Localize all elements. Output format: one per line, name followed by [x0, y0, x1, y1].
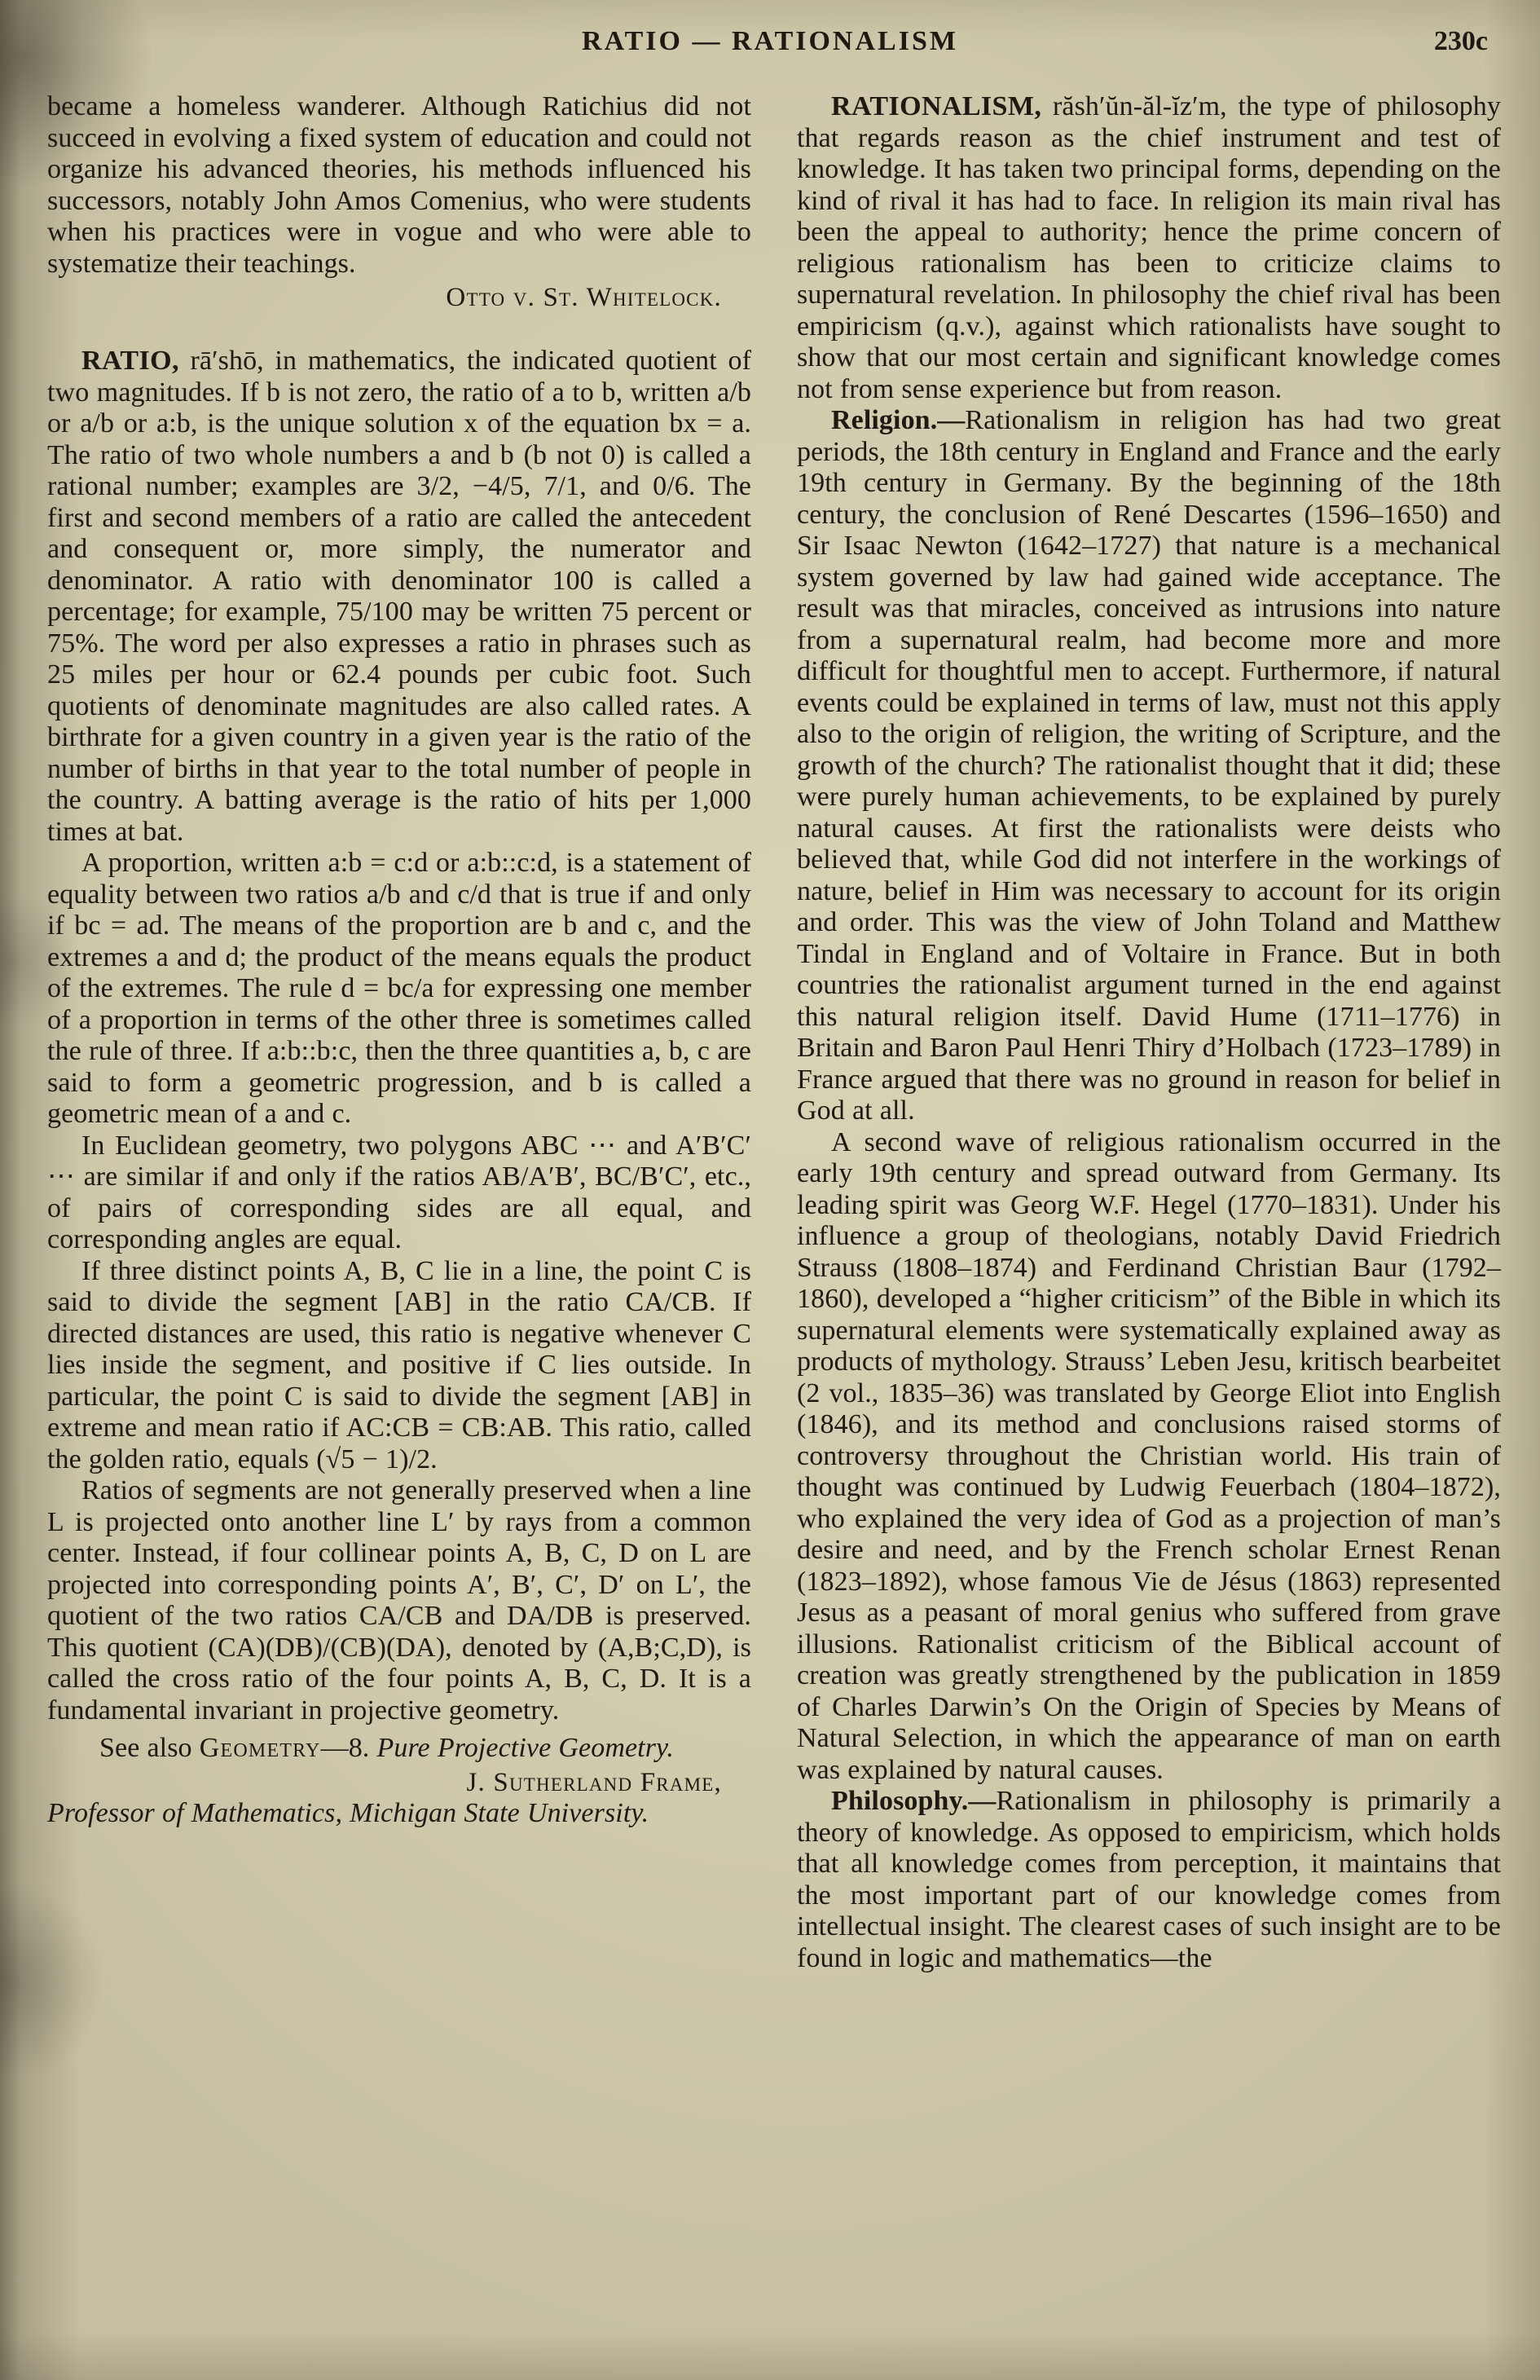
entry-ratio-text: rā′shō, in mathematics, the indicated quotient of two magnitudes. If b is not zero, the ratio of a to b, written a/b or a/b or a:b, is the unique solution x of the equation bx = a. The ratio of two whole numbers a and b (b not 0) is called a rational number; examples are 3/2, −4/5, 7/1, and 0/6. The first and second members of a ratio are called the antecedent and consequent or, more simply, the numerator and denominator. A ratio with denominator 100 is called a percentage; for example, 75/100 may be written 75 percent or 75%. The word per also expresses a ratio in phrases such as 25 miles per hour or 62.4 pounds per cubic foot. Such quotients of denominate magnitudes are also called rates. A birthrate for a given country in a given year is the ratio of the number of births in that year to the total number of people in the country. A batting average is the ratio of hits per 1,000 times at bat.: [47, 346, 751, 847]
entry-headword-rationalism: RATIONALISM,: [831, 91, 1042, 121]
entry-rationalism: [797, 91, 1501, 405]
section-heading-philosophy: Philosophy.—: [831, 1786, 997, 1816]
entry-rationalism-text: răsh′ŭn-ăl-ĭz′m, the type of philosophy that regards reason as the chief instrument and test of knowledge. It has taken two principal forms, depending on the kind of rival it has had to face. In religion its main rival has been the appeal to authority; hence the prime concern of religious rationalism has been to criticize claims to supernatural revelation. In philosophy the chief rival has been empiricism (q.v.), against which rationalists have sought to show that our most certain and significant knowledge comes not from sense experience but from reason.: [797, 91, 1501, 404]
author-signature-whitelock: Otto v. St. Whitelock.: [446, 283, 722, 312]
author-name: J. Sutherland Frame,: [466, 1767, 722, 1797]
text-columns: [0, 57, 1540, 1974]
see-also-lead: See also: [99, 1733, 200, 1763]
see-also-topic: Geometry: [199, 1733, 321, 1763]
section-religion: [797, 405, 1501, 1127]
paragraph-proportion: A proportion, written a:b = c:d or a:b::c:d, is a statement of equality between two ratios a/b and c/d that is true if and only if bc = ad. The means of the proportion are b and c, and the extremes a and d; the product of the means equals the product of the extremes. The rule d = bc/a for expressing one member of a proportion in terms of the other three is sometimes called the rule of three. If a:b::b:c, then the three quantities a, b, c are said to form a geometric progression, and b is called a geometric mean of a and c.: [47, 848, 751, 1129]
see-also-section-number: —8.: [320, 1733, 377, 1763]
page-header-title: RATIO — RATIONALISM: [582, 26, 958, 56]
see-also-reference: [47, 1733, 751, 1765]
running-head: [0, 0, 1540, 57]
paragraph-cross-ratio: Ratios of segments are not generally preserved when a line L is projected onto another line L′ by rays from a common center. Instead, if four collinear points A, B, C, D on L are projected into corresponding points A′, B′, C′, D′ on L′, the quotient of the two ratios CA/CB and DA/DB is preserved. This quotient (CA)(DB)/(CB)(DA), denoted by (A,B;C,D), is called the cross ratio of the four points A, B, C, D. It is a fundamental invariant in projective geometry.: [47, 1475, 751, 1726]
section-philosophy: [797, 1786, 1501, 1974]
entry-ratio: [47, 346, 751, 848]
section-religion-text: Rationalism in religion has had two great periods, the 18th century in England and France and the early 19th century in Germany. By the beginning of the 18th century, the conclusion of René Descartes (1596–1650) and Sir Isaac Newton (1642–1727) that nature is a mechanical system governed by law had gained wide acceptance. The result was that miracles, conceived as intrusions into nature from a supernatural realm, had become more and more difficult for thoughtful men to accept. Furthermore, if natural events could be explained in terms of law, must not this apply also to the origin of religion, the writing of Scripture, and the growth of the church? The rationalist thought that it did; these were purely human achievements, to be explained by purely natural causes. At first the rationalists were deists who believed that, while God did not interfere in the workings of nature, belief in Him was necessary to account for its origin and order. This was the view of John Toland and Matthew Tindal in England and of Voltaire in France. But in both countries the rationalist argument turned in the end against this natural religion itself. David Hume (1711–1776) in Britain and Baron Paul Henri Thiry d’Holbach (1723–1789) in France argued that there was no ground in reason for belief in God at all.: [797, 405, 1501, 1126]
see-also-title: Pure Projective Geometry.: [376, 1733, 674, 1763]
entry-headword-ratio: RATIO,: [81, 346, 179, 376]
author-signature-frame: [47, 1768, 751, 1798]
paragraph-continuation: became a homeless wanderer. Although Ratichius did not succeed in evolving a fixed system of education and could not organize his advanced theories, his methods influenced his successors, notably John Amos Comenius, who were students when his practices were in vogue and who were able to systematize their teachings.: [47, 91, 751, 279]
left-column: [47, 91, 751, 1974]
page-number: 230c: [1433, 26, 1488, 56]
paragraph-euclidean-geometry: In Euclidean geometry, two polygons ABC ⋯ and A′B′C′ ⋯ are similar if and only if the ratios AB/A′B′, BC/B′C′, etc., of pairs of corresponding sides are all equal, and corresponding angles are equal.: [47, 1130, 751, 1254]
paragraph-segment-division: If three distinct points A, B, C lie in a line, the point C is said to divide the segment [AB] in the ratio CA/CB. If directed distances are used, this ratio is negative whenever C lies inside the segment, and positive if C lies outside. In particular, the point C is said to divide the segment [AB] in extreme and mean ratio if AC:CB = CB:AB. This ratio, called the golden ratio, equals (√5 − 1)/2.: [47, 1255, 751, 1474]
right-column: [797, 91, 1501, 1974]
section-heading-religion: Religion.—: [831, 405, 966, 435]
paragraph-second-wave: A second wave of religious rationalism occurred in the early 19th century and spread outward from Germany. Its leading spirit was Georg W.F. Hegel (1770–1831). Under his influence a group of theologians, notably David Friedrich Strauss (1808–1874) and Ferdinand Christian Baur (1792–1860), developed a “higher criticism” of the Bible in which its supernatural elements were systematically explained away as products of mythology. Strauss’ Leben Jesu, kritisch bearbeitet (2 vol., 1835–36) was translated by George Eliot into English (1846), and its method and conclusions raised storms of controversy throughout the Christian world. His train of thought was continued by Ludwig Feuerbach (1804–1872), who explained the very idea of God as a projection of man’s desire and need, and by the French scholar Ernest Renan (1823–1892), whose famous Vie de Jésus (1863) represented Jesus as a peasant of moral genius who suffered from grave illusions. Rationalist criticism of the Biblical account of creation was greatly strengthened by the publication in 1859 of Charles Darwin’s On the Origin of Species by Means of Natural Selection, in which the appearance of man on earth was explained by natural causes.: [797, 1126, 1501, 1785]
section-philosophy-text: Rationalism in philosophy is primarily a theory of knowledge. As opposed to empiricism, which holds that all knowledge comes from perception, it maintains that the most important part of our knowledge comes from intellectual insight. The clearest cases of such insight are to be found in logic and mathematics—the: [797, 1786, 1501, 1973]
author-affiliation: Professor of Mathematics, Michigan State University.: [47, 1797, 649, 1828]
